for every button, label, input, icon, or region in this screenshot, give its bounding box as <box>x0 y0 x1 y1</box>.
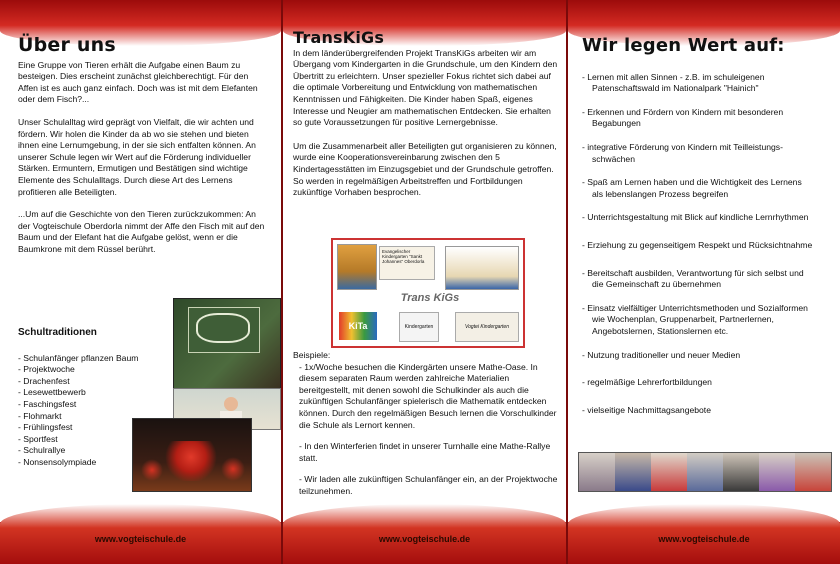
photo-classroom <box>173 298 281 390</box>
example-3: - Wir laden alle zukünftigen Schulanfänger ein, an der Projektwoche teilzunehmen. <box>299 474 558 496</box>
panel-about <box>0 0 281 564</box>
list-item: - Schulanfänger pflanzen Baum <box>18 352 139 363</box>
list-item: - Erkennen und Fördern von Kindern mit besonderen Begabungen <box>582 106 784 129</box>
logo-ship <box>445 246 519 290</box>
example-2: - In den Winterferien findet in unserer Turnhalle eine Mathe-Rallye statt. <box>299 441 551 463</box>
list-item: - Projektwoche <box>18 364 75 375</box>
about-paragraph-3: ...Um auf die Geschichte von den Tieren zurückzukommen: An der Vogteischule Oberdorla nimmt der Affe den Fisch mit auf den Baum und der Elefant hat die Aufgabe gelöst, wenn er die Baumkrone mit dem Rüssel berührt. <box>18 209 265 254</box>
panel-values <box>568 0 840 564</box>
kindergarten-logos <box>331 238 525 348</box>
logo-church-kindergarten: Evangelischer Kindergarten "Sankt Johannes" Oberdorla <box>379 246 435 280</box>
list-item: - Lernen mit allen Sinnen - z.B. im schuleigenen Patenschaftswald im Nationalpark "Hainich" <box>582 71 765 94</box>
transkigs-title: TransKiGs <box>293 28 385 47</box>
footer-url[interactable]: www.vogteischule.de <box>378 534 471 544</box>
list-item: - Schulrallye <box>18 445 66 456</box>
list-item: - Nutzung traditioneller und neuer Medien <box>582 349 741 360</box>
examples-title: Beispiele: <box>293 350 331 360</box>
list-item: - Drachenfest <box>18 375 70 386</box>
list-item: - integrative Förderung von Kindern mit Teilleistungs- schwächen <box>582 141 783 164</box>
list-item: - Unterrichtsgestaltung mit Blick auf kindliche Lernrhythmen <box>582 212 809 223</box>
list-item: - Lesewettbewerb <box>18 387 86 398</box>
footer-url[interactable]: www.vogteischule.de <box>94 534 187 544</box>
logo-transkigs: Trans KiGs <box>400 292 460 304</box>
list-item: - vielseitige Nachmittagsangebote <box>582 404 711 415</box>
list-item: - regelmäßige Lehrerfortbildungen <box>582 377 712 388</box>
about-paragraph-1: Eine Gruppe von Tieren erhält die Aufgabe einen Baum zu besteigen. Dies erscheint zunächst gleichberechtigt. Für den Affen ist es auch ganz einfach. Doch was ist mit dem Elefanten oder dem Fisch?... <box>18 59 258 105</box>
list-item: - Erziehung zu gegenseitigem Respekt und Rücksichtnahme <box>582 239 813 250</box>
transkigs-paragraph-2: Um die Zusammenarbeit aller Beteiligten gut organisieren zu können, wurde eine Kooperationsvereinbarung zwischen den 5 Kindertagesstätten im Einzugsgebiet und der Grundschule getroffen. So werden in regelmäßigen Arbeitstreffen und Fortbildungen zukünftige Vorhaben besprochen. <box>293 140 557 198</box>
list-item: - Bereitschaft ausbilden, Verantwortung für sich selbst und die Gemeinschaft zu übernehmen <box>582 267 804 290</box>
list-item: - Spaß am Lernen haben und die Wichtigkeit des Lernens als lebenslangen Prozess begreifen <box>582 177 802 199</box>
values-list <box>582 72 830 417</box>
list-item: - Frühlingsfest <box>18 422 73 433</box>
footer-url[interactable]: www.vogteischule.de <box>658 534 750 544</box>
logo-vogtei-kindergarten: Vogtei Kindergarten <box>455 312 519 342</box>
list-item: - Sportfest <box>18 433 58 444</box>
logo-house <box>337 244 377 290</box>
list-item: - Flohmarkt <box>18 410 62 421</box>
logo-kindergarten: Kindergarten <box>399 312 439 342</box>
list-item: - Nonsensolympiade <box>18 456 97 467</box>
traditions-title: Schultraditionen <box>18 327 97 338</box>
list-item: - Einsatz vielfältiger Unterrichtsmethoden und Sozialformen wie Wochenplan, Gruppenarbeit, Partnerlernen, Angebotslernen, Stationslernen etc. <box>582 302 808 336</box>
photo-strip <box>578 452 832 492</box>
list-item: - Faschingsfest <box>18 398 77 409</box>
about-title: Über uns <box>18 34 116 56</box>
transkigs-paragraph-1: In dem länderübergreifenden Projekt TransKiGs arbeiten wir am Übergang vom Kindergarten in die Grundschule, um den Kindern den Übertritt zu erleichtern. Unser spezieller Fokus richtet sich dabei auf die optimale Vorbereitung und Entwicklung von mathematischen Kenntnissen und Fähigkeiten. Die Kinder haben Spaß, eigenes Interesse und Neugier am mathematischen Entdecken. Sie erhalten so gute Voraussetzungen für positive Lernergebnisse. <box>293 47 558 128</box>
values-title: Wir legen Wert auf: <box>582 35 785 56</box>
photo-performance <box>132 418 252 492</box>
panel-transkigs <box>283 0 566 564</box>
about-paragraph-2: Unser Schulalltag wird geprägt von Vielfalt, die wir achten und fördern. Wir holen die Kinder da ab wo sie stehen und bieten ihnen eine Lernumgebung, in der sie sich entfalten können. An unserer Schule legen wir Wert auf die Förderung individueller Stärken. Ermuntern, Ermutigen und Bestätigen sind wichtige Elemente des Schulalltags. Durch diese Art des Lernens profitieren alle Beteiligten. <box>18 116 256 197</box>
logo-kita: KiTa <box>339 312 377 340</box>
example-1: - 1x/Woche besuchen die Kindergärten unsere Mathe-Oase. In diesem separaten Raum werden zahlreiche Materialien bereitgestellt, mit denen sowohl die Schulkinder als auch die zukünftigen Schulanfänger spielerisch die Mathematik entdecken können. Durch den regelmäßigen Besuch lernen die Vorschulkinder die Schule als Lernort kennen. <box>299 361 557 430</box>
